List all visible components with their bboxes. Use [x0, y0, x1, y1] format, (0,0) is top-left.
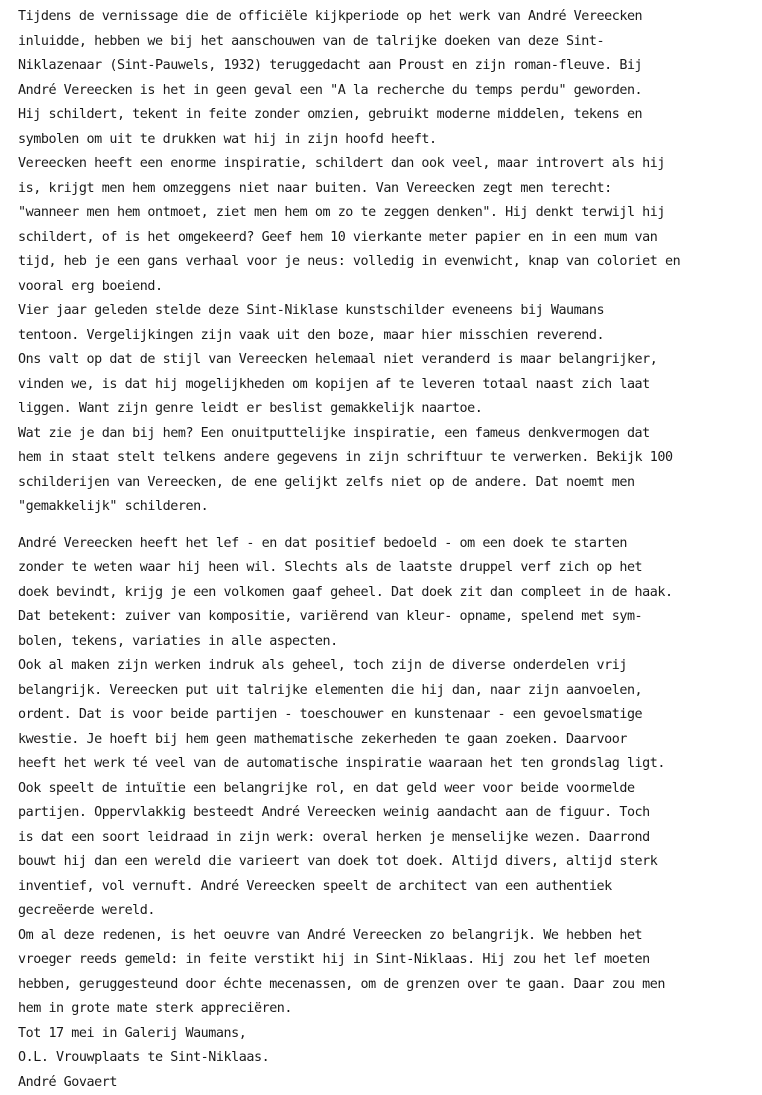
text-line: zonder te weten waar hij heen wil. Slechts als de laatste druppel verf zich op het [18, 556, 750, 581]
text-line: Tijdens de vernissage die de officiële kijkperiode op het werk van André Vereecken [18, 5, 750, 30]
text-line: vinden we, is dat hij mogelijkheden om kopijen af te leveren totaal naast zich laat [18, 373, 750, 398]
text-line: bouwt hij dan een wereld die varieert van doek tot doek. Altijd divers, altijd sterk [18, 850, 750, 875]
text-line: André Vereecken heeft het lef - en dat positief bedoeld - om een doek te starten [18, 532, 750, 557]
paragraph-block-2 [18, 532, 750, 1095]
text-line: tijd, heb je een gans verhaal voor je neus: volledig in evenwicht, knap van coloriet en [18, 250, 750, 275]
text-line: ordent. Dat is voor beide partijen - toeschouwer en kunstenaar - een gevoelsmatige [18, 703, 750, 728]
text-line: hem in staat stelt telkens andere gegevens in zijn schriftuur te verwerken. Bekijk 100 [18, 446, 750, 471]
text-line: inluidde, hebben we bij het aanschouwen van de talrijke doeken van deze Sint- [18, 30, 750, 55]
text-line: "gemakkelijk" schilderen. [18, 495, 750, 520]
text-line: kwestie. Je hoeft bij hem geen mathematische zekerheden te gaan zoeken. Daarvoor [18, 728, 750, 753]
text-line: Ons valt op dat de stijl van Vereecken helemaal niet veranderd is maar belangrijker, [18, 348, 750, 373]
text-line: Vereecken heeft een enorme inspiratie, schildert dan ook veel, maar introvert als hij [18, 152, 750, 177]
text-line: schilderijen van Vereecken, de ene gelijkt zelfs niet op de andere. Dat noemt men [18, 471, 750, 496]
text-line: André Govaert [18, 1071, 750, 1095]
text-line: vooral erg boeiend. [18, 275, 750, 300]
text-line: hebben, geruggesteund door échte mecenassen, om de grenzen over te gaan. Daar zou men [18, 973, 750, 998]
text-line: partijen. Oppervlakkig besteedt André Vereecken weinig aandacht aan de figuur. Toch [18, 801, 750, 826]
text-line: doek bevindt, krijg je een volkomen gaaf geheel. Dat doek zit dan compleet in de haak. [18, 581, 750, 606]
text-line: O.L. Vrouwplaats te Sint-Niklaas. [18, 1046, 750, 1071]
text-line: is, krijgt men hem omzeggens niet naar buiten. Van Vereecken zegt men terecht: [18, 177, 750, 202]
text-line: Ook speelt de intuïtie een belangrijke rol, en dat geld weer voor beide voormelde [18, 777, 750, 802]
text-line: Dat betekent: zuiver van kompositie, variërend van kleur- opname, spelend met sym- [18, 605, 750, 630]
text-line: schildert, of is het omgekeerd? Geef hem 10 vierkante meter papier en in een mum van [18, 226, 750, 251]
text-line: hem in grote mate sterk appreciëren. [18, 997, 750, 1022]
text-line: Om al deze redenen, is het oeuvre van André Vereecken zo belangrijk. We hebben het [18, 924, 750, 949]
text-line: is dat een soort leidraad in zijn werk: overal herken je menselijke wezen. Daarrond [18, 826, 750, 851]
paragraph-gap [18, 520, 750, 532]
text-line: gecreëerde wereld. [18, 899, 750, 924]
text-line: tentoon. Vergelijkingen zijn vaak uit den boze, maar hier misschien reverend. [18, 324, 750, 349]
text-line: Tot 17 mei in Galerij Waumans, [18, 1022, 750, 1047]
paragraph-block-1 [18, 5, 750, 520]
text-line: Wat zie je dan bij hem? Een onuitputtelijke inspiratie, een fameus denkvermogen dat [18, 422, 750, 447]
text-line: liggen. Want zijn genre leidt er beslist gemakkelijk naartoe. [18, 397, 750, 422]
text-line: vroeger reeds gemeld: in feite verstikt hij in Sint-Niklaas. Hij zou het lef moeten [18, 948, 750, 973]
text-line: Ook al maken zijn werken indruk als geheel, toch zijn de diverse onderdelen vrij [18, 654, 750, 679]
text-line: Vier jaar geleden stelde deze Sint-Niklase kunstschilder eveneens bij Waumans [18, 299, 750, 324]
text-line: inventief, vol vernuft. André Vereecken speelt de architect van een authentiek [18, 875, 750, 900]
text-line: Hij schildert, tekent in feite zonder omzien, gebruikt moderne middelen, tekens en [18, 103, 750, 128]
text-line: "wanneer men hem ontmoet, ziet men hem om zo te zeggen denken". Hij denkt terwijl hij [18, 201, 750, 226]
text-line: symbolen om uit te drukken wat hij in zijn hoofd heeft. [18, 128, 750, 153]
text-line: heeft het werk té veel van de automatische inspiratie waaraan het ten grondslag ligt. [18, 752, 750, 777]
text-line: belangrijk. Vereecken put uit talrijke elementen die hij dan, naar zijn aanvoelen, [18, 679, 750, 704]
text-line: bolen, tekens, variaties in alle aspecten. [18, 630, 750, 655]
text-line: André Vereecken is het in geen geval een "A la recherche du temps perdu" geworden. [18, 79, 750, 104]
text-line: Niklazenaar (Sint-Pauwels, 1932) teruggedacht aan Proust en zijn roman-fleuve. Bij [18, 54, 750, 79]
